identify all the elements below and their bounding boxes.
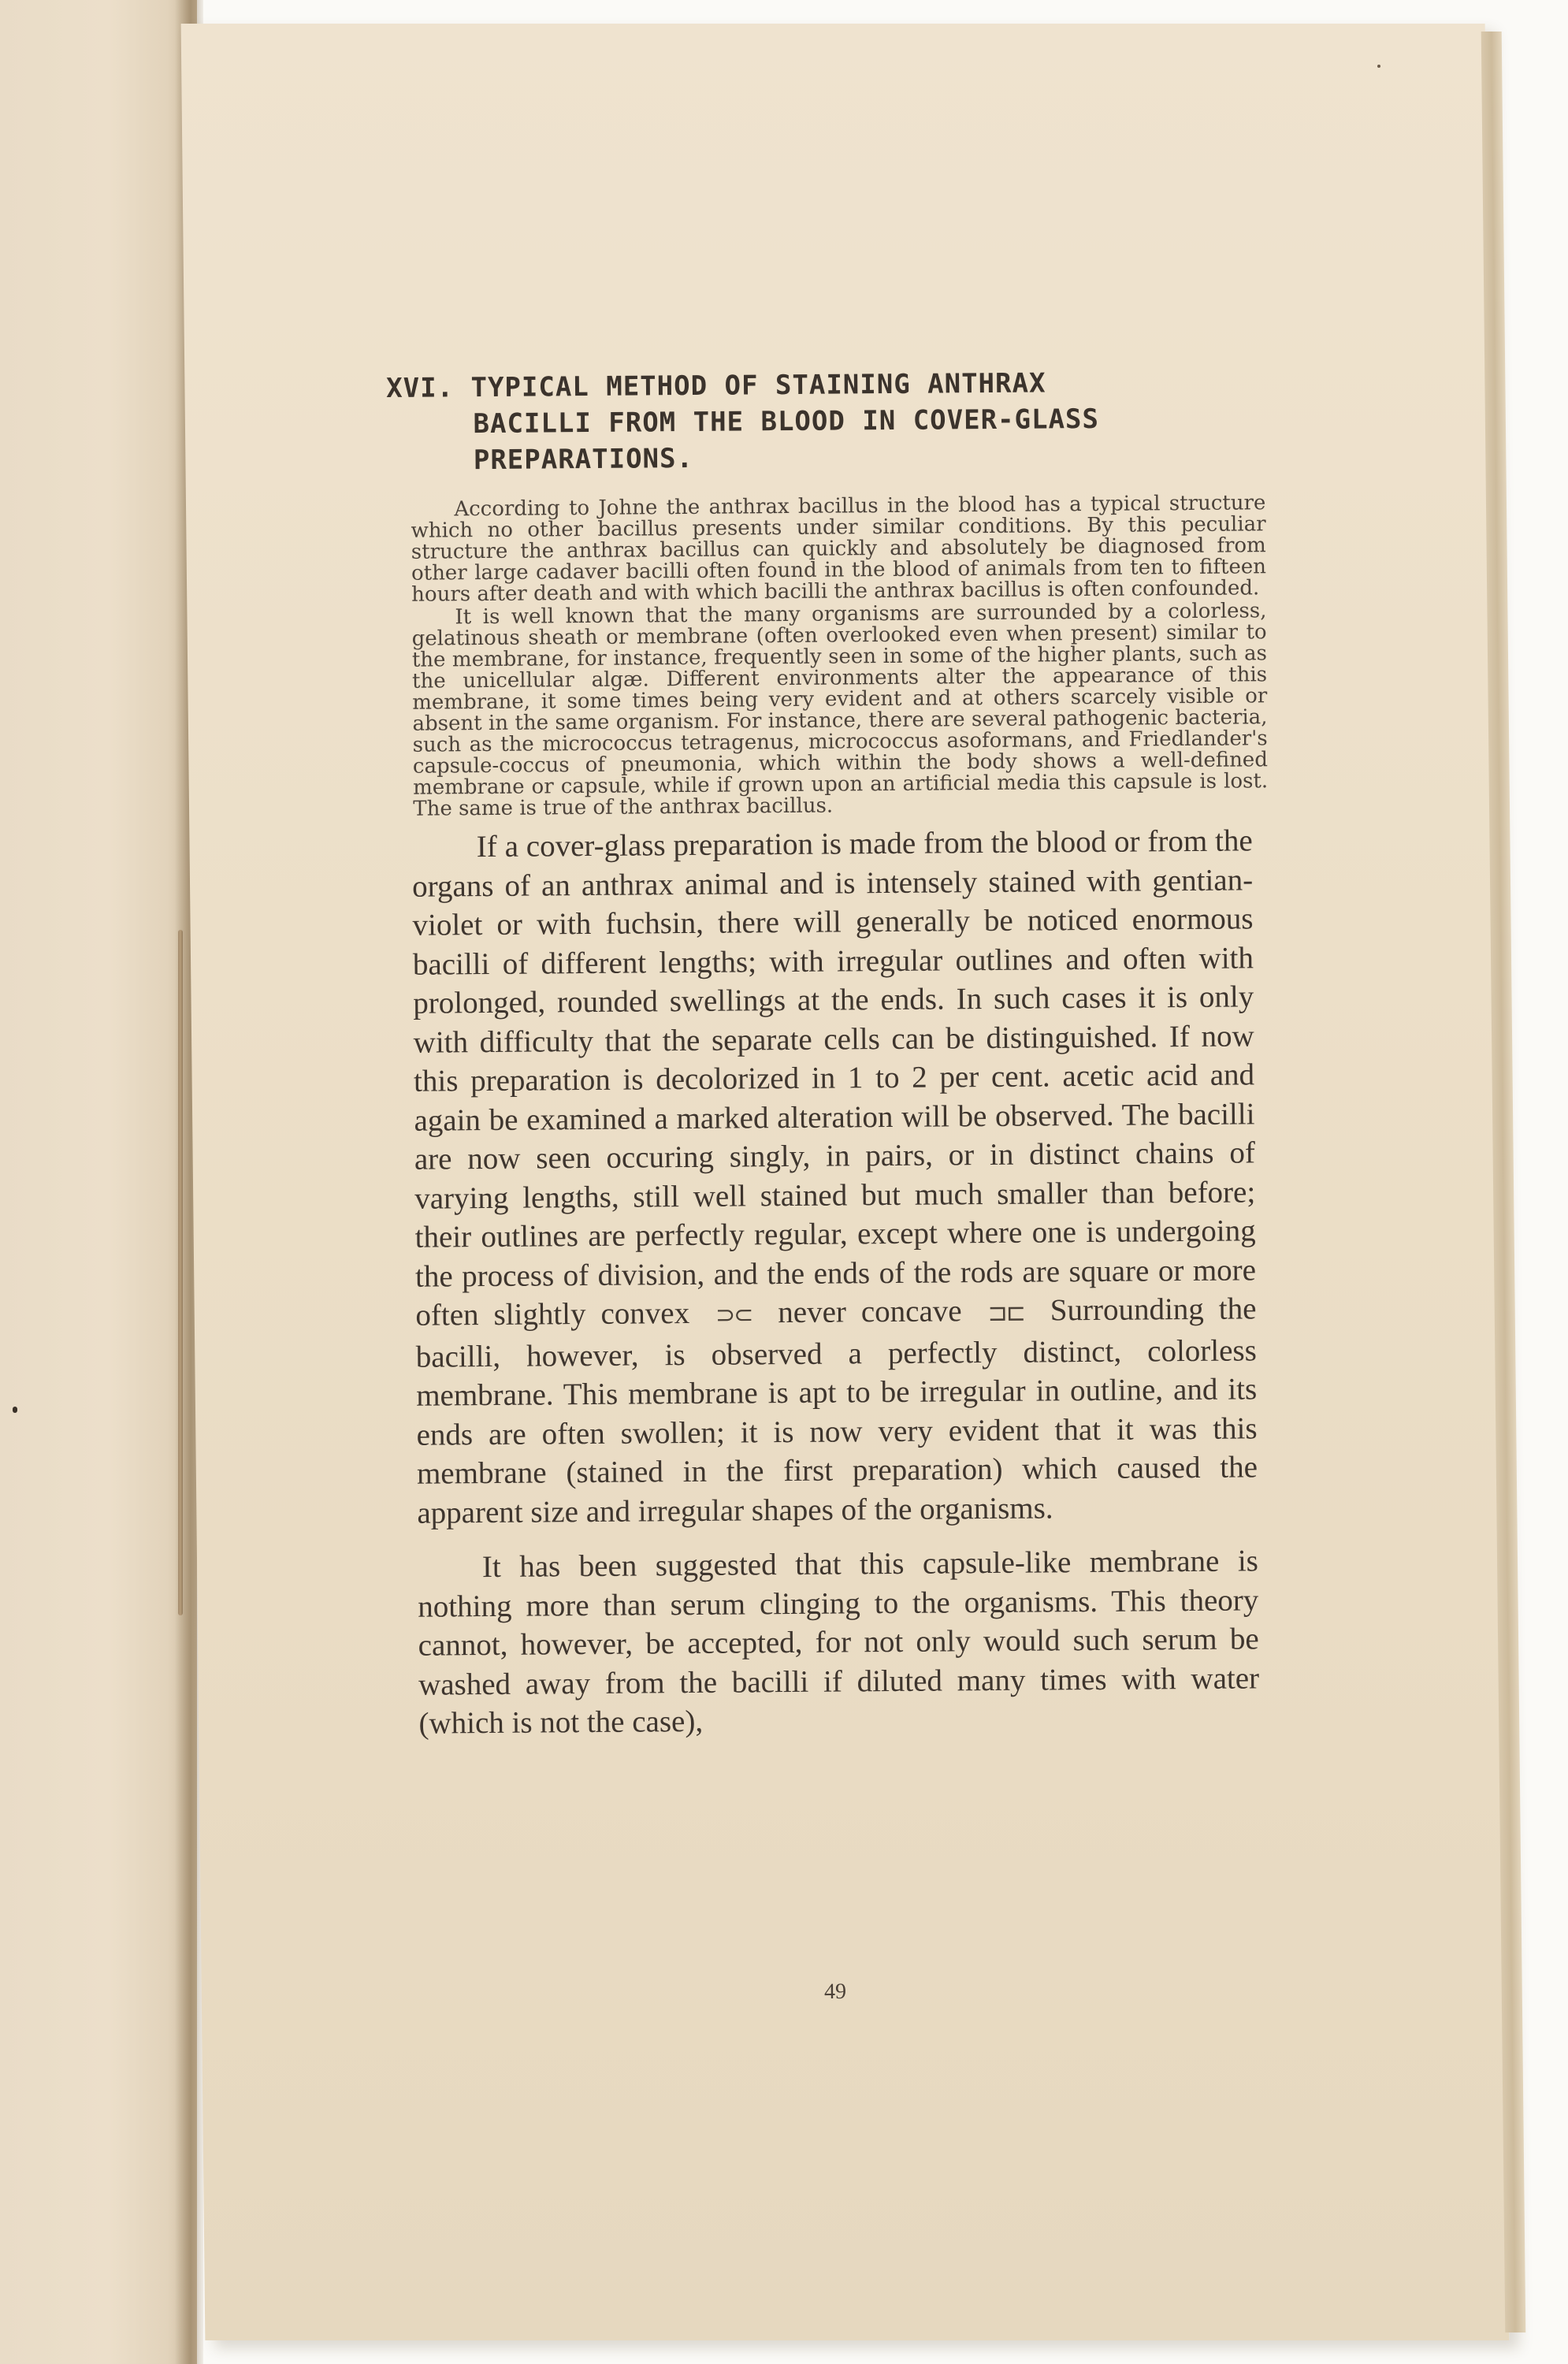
body-paragraph-1-text: If a cover-glass preparation is made from the blood or from the organs of an anthrax animal and is intensely stained with gentian-violet or with fuchsin, there will generally be noticed enormous bacilli of different lengths; with irregular outlines and often with prolonged, rounded swellings at the ends. In such cases it is only with difficulty that the separate cells can be distinguished. If now this preparation is decolorized in 1 to 2 per cent. acetic acid and again be examined a marked alteration will be observed. The bacilli are now seen occuring singly, in pairs, or in distinct chains of varying lengths, still well stained but much smaller than before; their outlines are perfectly regular, except where one is undergoing the process of division, and the ends of the rods are square or more often slightly convex xyxy=(411,823,1257,1333)
body-paragraph-2: It has been suggested that this capsule-like membrane is nothing more than serum clinging to the organisms. This theory cannot, however, be accepted, for not only would such serum be washed away from the bacilli if diluted many times with water (which is not the case), xyxy=(418,1544,1260,1741)
body-paragraph-1-continuation: Surrounding the bacilli, however, is observed a perfectly distinct, colorless membrane. This membrane is apt to be irregular in outline, and its ends are often swollen; it is now very evident that it was this membrane (stained in the first preparation) which caused the apparent size and irregular shapes of the organisms. xyxy=(415,1292,1258,1530)
speck-mark xyxy=(13,1407,17,1413)
heading-line-3: PREPARATIONS. xyxy=(473,442,694,477)
heading-line-2: BACILLI FROM THE BLOOD IN COVER-GLASS xyxy=(473,403,1100,440)
body-paragraph-1 xyxy=(390,821,1290,1533)
convex-ends-symbol: ⊃⊂ xyxy=(715,1301,752,1329)
concave-ends-symbol: ⊐⊏ xyxy=(987,1299,1025,1328)
heading-line-1: XVI. TYPICAL METHOD OF STAINING ANTHRAX xyxy=(386,367,1046,404)
page-text xyxy=(386,363,1291,1743)
small-paragraph-1: According to Johne the anthrax bacillus in the blood has a typical structure which no other bacillus presents under similar conditions. By this peculiar structure the anthrax bacillus can quickly and absolutely be diagnosed from other large cadaver bacilli often found in the blood of animals from ten to fifteen hours after death and with which bacilli the anthrax bacillus is often confounded. xyxy=(411,491,1267,607)
never-concave-text: never concave xyxy=(778,1294,962,1330)
page-number: 49 xyxy=(823,1979,847,2005)
chapter-heading xyxy=(386,363,1281,479)
small-paragraph-2: It is well known that the many organisms are surrounded by a colorless, gelatinous sheath or membrane (often overlooked even when present) similar to the membrane, for instance, frequently seen in some of the higher plants, such as the unicellular algæ. Different environments alter the appearance of this membrane, it some times being very evident and at others scarcely visible or absent in the same organism. For instance, there are several pathogenic bacteria, such as the micrococcus tetragenus, micrococcus asoformans, and Friedlander's capsule-coccus of pneumonia, which within the body shows a well-defined membrane or capsule, while if grown upon an artificial media this capsule is lost. The same is true of the anthrax bacillus. xyxy=(411,599,1269,821)
binding-edge xyxy=(178,930,183,1615)
left-page xyxy=(0,0,197,2364)
speck-mark-small xyxy=(1377,65,1380,68)
